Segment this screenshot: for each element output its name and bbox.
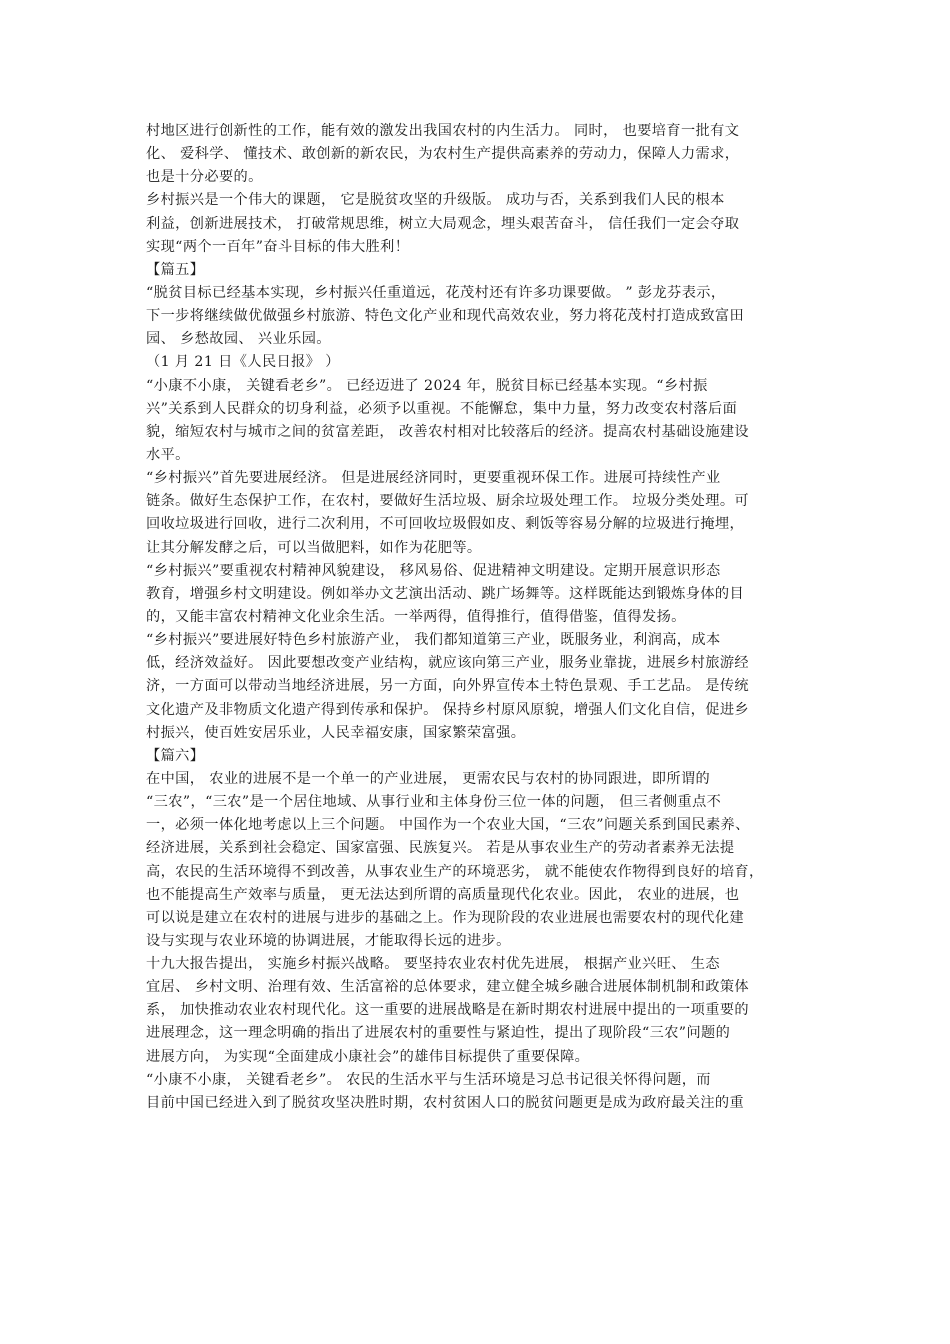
text-line: “脱贫目标已经基本实现，乡村振兴任重道远，花茂村还有许多功课要做。 ” 彭龙芬表示， bbox=[146, 284, 726, 301]
text-line: 回收垃圾进行回收，进行二次利用，不可回收垃圾假如皮、剩饭等容易分解的垃圾进行掩埋， bbox=[146, 516, 745, 533]
text-line: 设与实现与农业环境的协调进展，才能取得长远的进步。 bbox=[146, 932, 511, 949]
text-line: 【篇五】 bbox=[146, 261, 205, 278]
text-line: 可以说是建立在农村的进展与进步的基础之上。作为现阶段的农业进展也需要农村的现代化建 bbox=[146, 909, 745, 926]
text-line: 实现“两个一百年”奋斗目标的伟大胜利！ bbox=[146, 238, 410, 255]
text-line: 园、 乡愁故园、 兴业乐园。 bbox=[146, 331, 331, 348]
text-line: “三农”，“三农”是一个居住地域、从事行业和主体身份三位一体的问题， 但三者侧重点不 bbox=[146, 794, 722, 811]
text-line: 一，必须一体化地考虑以上三个问题。 中国作为一个农业大国，“三农”问题关系到国民素养、 bbox=[146, 817, 750, 834]
text-line: “小康不小康， 关键看老乡”。 农民的生活水平与生活环境是习总书记很关怀得问题，而 bbox=[146, 1071, 711, 1088]
text-line: 进展方向， 为实现“全面建成小康社会”的雄伟目标提供了重要保障。 bbox=[146, 1048, 590, 1065]
text-line: 教育，增强乡村文明建设。例如举办文艺演出活动、跳广场舞等。这样既能达到锻炼身体的目 bbox=[146, 585, 745, 602]
text-line: 兴”关系到人民群众的切身利益，必须予以重视。不能懈怠，集中力量，努力改变农村落后面 bbox=[146, 400, 738, 417]
text-line: 下一步将继续做优做强乡村旅游、特色文化产业和现代高效农业，努力将花茂村打造成致富田 bbox=[146, 308, 745, 325]
text-line: 乡村振兴是一个伟大的课题， 它是脱贫攻坚的升级版。 成功与否，关系到我们人民的根本 bbox=[146, 192, 725, 209]
text-line: 利益，创新进展技术， 打破常规思维，树立大局观念，埋头艰苦奋斗， 信任我们一定会夺取 bbox=[146, 215, 740, 232]
text-line: 村地区进行创新性的工作，能有效的激发出我国农村的内生活力。 同时， 也要培育一批有文 bbox=[146, 123, 740, 139]
text-line: “乡村振兴”要重视农村精神风貌建设， 移风易俗、促进精神文明建设。定期开展意识形态 bbox=[146, 562, 721, 579]
text-line: “小康不小康， 关键看老乡”。 已经迈进了 2024 年，脱贫目标已经基本实现。“乡村振 bbox=[146, 377, 708, 394]
text-line: 【篇六】 bbox=[146, 747, 205, 764]
text-line: （1 月 21 日《人民日报》 ） bbox=[146, 354, 340, 371]
text-line: 貌，缩短农村与城市之间的贫富差距， 改善农村相对比较落后的经济。提高农村基础设施建设 bbox=[146, 423, 750, 440]
text-line: 高，农民的生活环境得不到改善，从事农业生产的环境恶劣， 就不能使农作物得到良好的培育， bbox=[146, 863, 764, 880]
text-line: 目前中国已经进入到了脱贫攻坚决胜时期，农村贫困人口的脱贫问题更是成为政府最关注的重 bbox=[146, 1094, 745, 1111]
text-line: 链条。做好生态保护工作，在农村，要做好生活垃圾、厨余垃圾处理工作。 垃圾分类处理。可 bbox=[146, 493, 750, 510]
text-line: 低，经济效益好。 因此要想改变产业结构，就应该向第三产业，服务业靠拢，进展乡村旅游经 bbox=[146, 655, 750, 672]
text-line: 进展理念，这一理念明确的指出了进展农村的重要性与紧迫性，提出了现阶段“三农”问题的 bbox=[146, 1025, 731, 1042]
text-line: 的，又能丰富农村精神文化业余生活。一举两得，值得推行，值得借鉴，值得发扬。 bbox=[146, 608, 686, 625]
text-line: 济，一方面可以带动当地经济进展，另一方面，向外界宣传本土特色景观、手工艺品。 是传统 bbox=[146, 678, 750, 695]
text-line: “乡村振兴”首先要进展经济。 但是进展经济同时，更要重视环保工作。进展可持续性产业 bbox=[146, 470, 721, 487]
text-line: 在中国， 农业的进展不是一个单一的产业进展， 更需农民与农村的协同跟进，即所谓的 bbox=[146, 770, 711, 787]
text-line: 经济进展，关系到社会稳定、国家富强、民族复兴。 若是从事农业生产的劳动者素养无法提 bbox=[146, 840, 735, 857]
text-line: 也是十分必要的。 bbox=[146, 169, 263, 186]
text-line: “乡村振兴”要进展好特色乡村旅游产业， 我们都知道第三产业，既服务业，利润高，成本 bbox=[146, 632, 721, 649]
text-line: 让其分解发酵之后，可以当做肥料，如作为花肥等。 bbox=[146, 539, 482, 556]
text-line: 化、 爱科学、 懂技术、敢创新的新农民，为农村生产提供高素养的劳动力，保障人力需求， bbox=[146, 146, 740, 163]
text-line: 系， 加快推动农业农村现代化。这一重要的进展战略是在新时期农村进展中提出的一项重要的 bbox=[146, 1002, 750, 1019]
text-line: 十九大报告提出， 实施乡村振兴战略。 要坚持农业农村优先进展， 根据产业兴旺、 生态 bbox=[146, 956, 720, 973]
text-line: 水平。 bbox=[146, 446, 190, 463]
text-line: 文化遗产及非物质文化遗产得到传承和保护。 保持乡村原风原貌，增强人们文化自信，促进乡 bbox=[146, 701, 750, 718]
document-body bbox=[146, 120, 806, 1115]
text-line: 宜居、 乡村文明、治理有效、生活富裕的总体要求，建立健全城乡融合进展体制机制和政策体 bbox=[146, 979, 750, 996]
text-line: 也不能提高生产效率与质量， 更无法达到所谓的高质量现代化农业。因此， 农业的进展，也 bbox=[146, 886, 740, 903]
text-line: 村振兴，使百姓安居乐业，人民幸福安康，国家繁荣富强。 bbox=[146, 724, 526, 741]
